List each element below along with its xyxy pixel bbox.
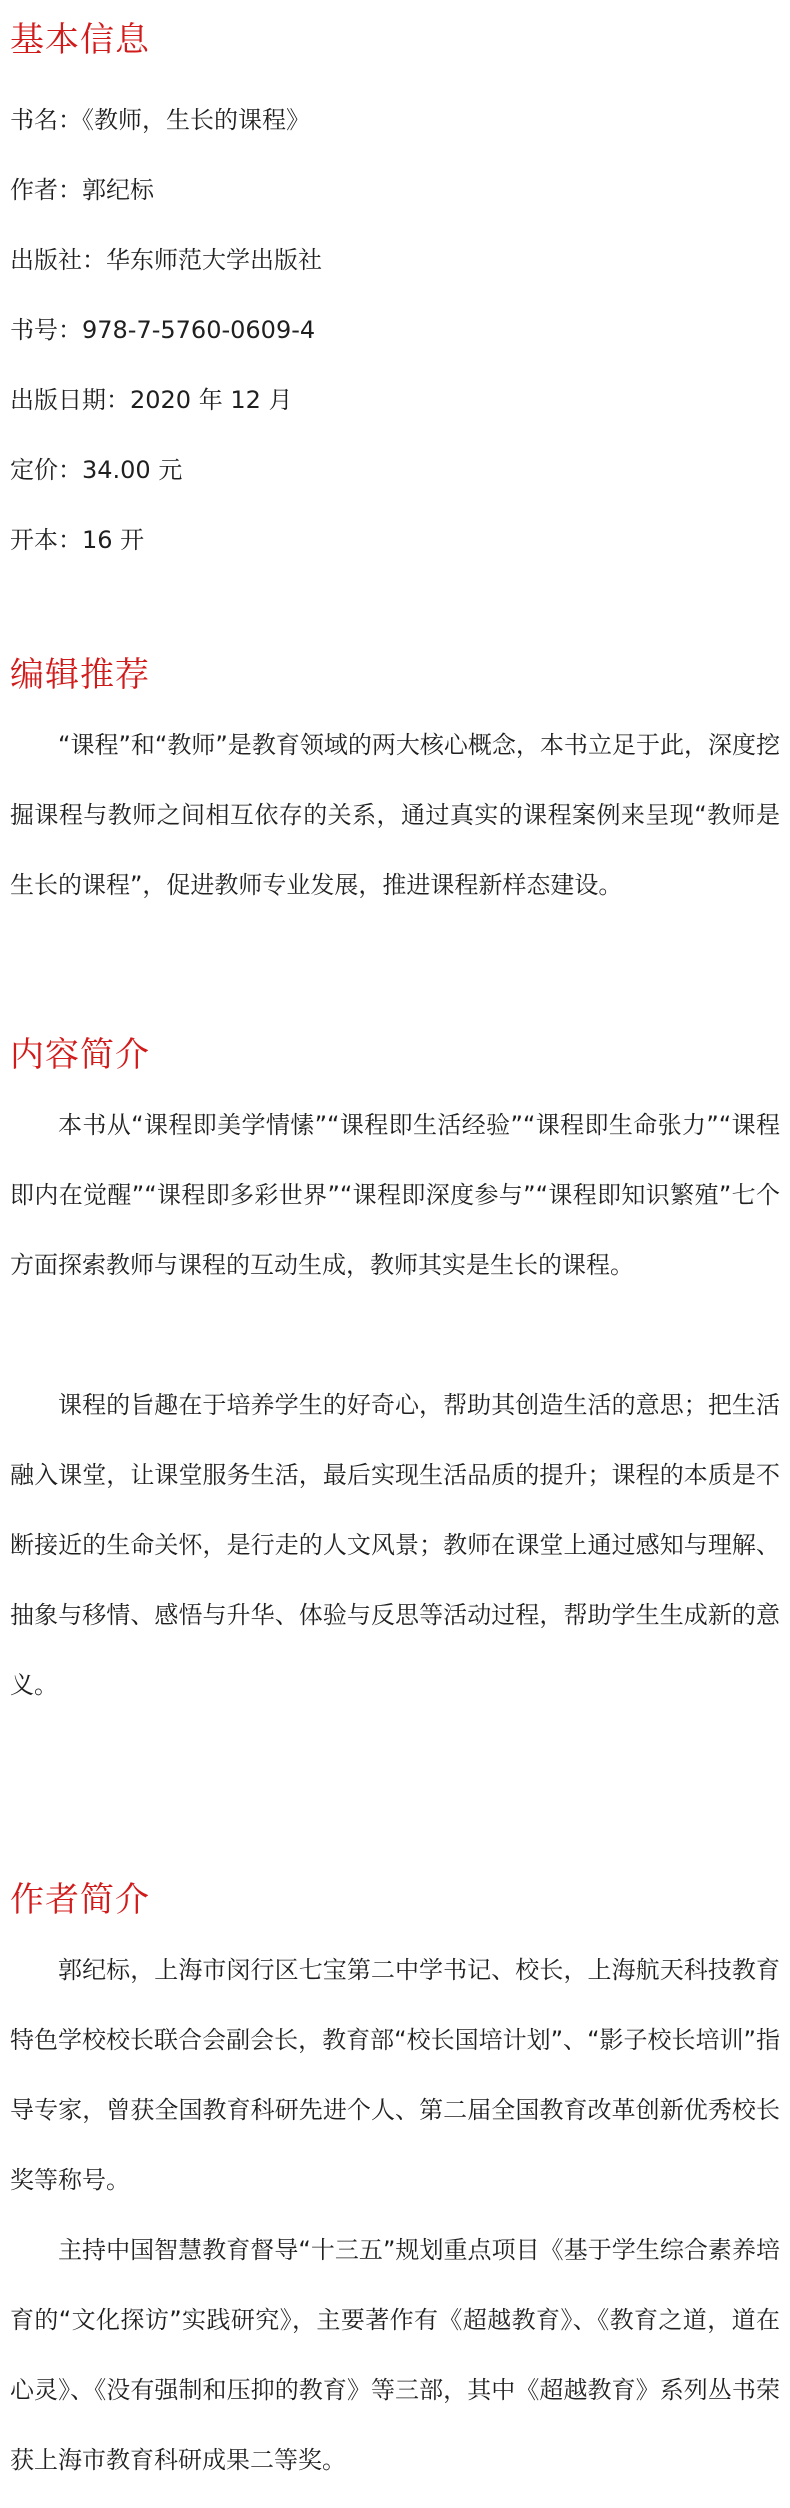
publish-date-field: 出版日期：2020 年 12 月 bbox=[10, 386, 293, 414]
editor-recommendation-heading: 编辑推荐 bbox=[10, 655, 150, 695]
format-field: 开本：16 开 bbox=[10, 526, 145, 554]
book-title-field: 书名：《教师，生长的课程》 bbox=[10, 106, 310, 134]
author-field: 作者：郭纪标 bbox=[10, 176, 154, 204]
editor-recommendation-paragraph: “课程”和“教师”是教育领域的两大核心概念，本书立足于此，深度挖掘课程与教师之间相互依存的关系，通过真实的课程案例来呈现“教师是生长的课程”，促进教师专业发展，推进课程新样态建设。 bbox=[10, 731, 780, 899]
author-intro-heading: 作者简介 bbox=[10, 1880, 150, 1920]
basic-info-heading: 基本信息 bbox=[10, 20, 150, 60]
content-summary-paragraph: 本书从“课程即美学情愫”“课程即生活经验”“课程即生命张力”“课程即内在觉醒”“课程即多彩世界”“课程即深度参与”“课程即知识繁殖”七个方面探索教师与课程的互动生成，教师其实是生长的课程。 bbox=[10, 1111, 780, 1279]
publisher-field: 出版社：华东师范大学出版社 bbox=[10, 246, 322, 274]
author-intro-paragraph: 主持中国智慧教育督导“十三五”规划重点项目《基于学生综合素养培育的“文化探访”实践研究》，主要著作有《超越教育》、《教育之道，道在心灵》、《没有强制和压抑的教育》等三部，其中《超越教育》系列丛书荣获上海市教育科研成果二等奖。 bbox=[10, 2236, 780, 2474]
content-summary-paragraph: 课程的旨趣在于培养学生的好奇心，帮助其创造生活的意思；把生活融入课堂，让课堂服务生活，最后实现生活品质的提升；课程的本质是不断接近的生命关怀，是行走的人文风景；教师在课堂上通过感知与理解、抽象与移情、感悟与升华、体验与反思等活动过程，帮助学生生成新的意义。 bbox=[10, 1391, 780, 1699]
content-summary-heading: 内容简介 bbox=[10, 1035, 150, 1075]
author-intro-paragraph: 郭纪标，上海市闵行区七宝第二中学书记、校长，上海航天科技教育特色学校校长联合会副会长，教育部“校长国培计划”、“影子校长培训”指导专家，曾获全国教育科研先进个人、第二届全国教育改革创新优秀校长奖等称号。 bbox=[10, 1956, 780, 2194]
isbn-field: 书号：978-7-5760-0609-4 bbox=[10, 316, 316, 344]
price-field: 定价：34.00 元 bbox=[10, 456, 183, 484]
